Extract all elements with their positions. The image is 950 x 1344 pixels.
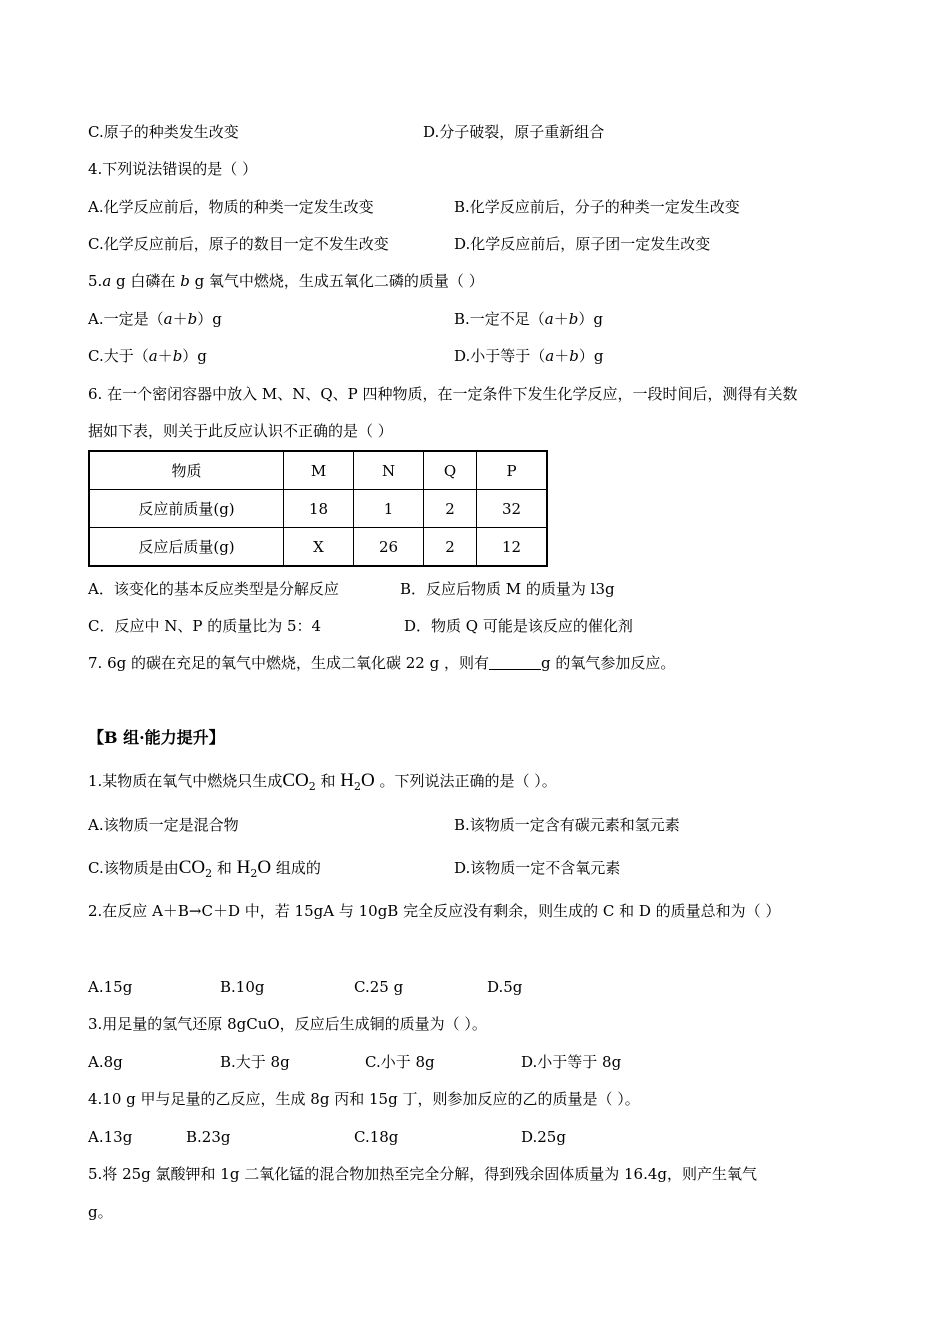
b-q5-stem-line1: 5.将 25g 氯酸钾和 1g 二氧化锰的混合物加热至完全分解，得到残余固体质量为 16.4g，则产生氧气 [88, 1165, 757, 1183]
table-cell: 18 [284, 490, 354, 528]
table-cell: X [284, 528, 354, 567]
b-q4-stem: 4.10 g 甲与足量的乙反应，生成 8g 丙和 15g 丁，则参加反应的乙的质量是（ ）。 [88, 1090, 640, 1108]
table-cell: 26 [354, 528, 424, 567]
table-cell: 反应后质量(g) [89, 528, 284, 567]
b-q3-option-c: C.小于 8g [365, 1053, 435, 1071]
q3-option-d: D.分子破裂，原子重新组合 [423, 123, 605, 141]
q5-option-b: B.一定不足（a＋b）g [454, 310, 603, 328]
table-cell: 12 [477, 528, 548, 567]
q7-stem: 7. 6g 的碳在充足的氧气中燃烧，生成二氧化碳 22 g ，则有 g 的氧气参加反应。 [88, 654, 676, 672]
table-header-cell: Q [424, 451, 477, 490]
q6-data-table [88, 450, 548, 567]
table-cell: 1 [354, 490, 424, 528]
q6-stem-line1: 6. 在一个密闭容器中放入 M、N、Q、P 四种物质，在一定条件下发生化学反应，一段时间后，测得有关数 [88, 385, 798, 403]
table-header-cell: P [477, 451, 548, 490]
q3-option-c: C.原子的种类发生改变 [88, 123, 239, 141]
q5-option-a: A.一定是（a＋b）g [88, 310, 222, 328]
q4-option-c: C.化学反应前后，原子的数目一定不发生改变 [88, 235, 389, 253]
q6-option-d: D．物质 Q 可能是该反应的催化剂 [404, 617, 633, 635]
b-q1-option-b: B.该物质一定含有碳元素和氢元素 [454, 816, 680, 834]
table-row [89, 528, 547, 567]
section-b-heading: 【B 组·能力提升】 [88, 728, 225, 747]
table-header-cell: 物质 [89, 451, 284, 490]
q6-stem-line2: 据如下表，则关于此反应认识不正确的是（ ） [88, 422, 393, 440]
b-q1-option-d: D.该物质一定不含氧元素 [454, 859, 621, 877]
q6-option-b: B．反应后物质 M 的质量为 l3g [400, 580, 615, 598]
q6-option-c: C．反应中 N、P 的质量比为 5：4 [88, 617, 322, 635]
table-header-cell: M [284, 451, 354, 490]
answer-blank[interactable] [489, 655, 541, 670]
table-cell: 2 [424, 528, 477, 567]
b-q3-option-a: A.8g [88, 1053, 123, 1071]
b-q3-option-d: D.小于等于 8g [521, 1053, 622, 1071]
q5-option-d: D.小于等于（a＋b）g [454, 347, 604, 365]
b-q2-option-c: C.25 g [354, 978, 404, 996]
b-q2-option-a: A.15g [88, 978, 133, 996]
b-q1-option-c: C.该物质是由$CO_2$ 和 $H_2O$ 组成的 [88, 857, 321, 880]
q4-option-a: A.化学反应前后，物质的种类一定发生改变 [88, 198, 374, 216]
b-q2-option-d: D.5g [487, 978, 523, 996]
table-cell: 反应前质量(g) [89, 490, 284, 528]
q5-option-c: C.大于（a＋b）g [88, 347, 207, 365]
b-q2-option-b: B.10g [220, 978, 265, 996]
q4-option-d: D.化学反应前后，原子团一定发生改变 [454, 235, 711, 253]
table-cell: 32 [477, 490, 548, 528]
q5-stem: 5.a g 白磷在 b g 氧气中燃烧，生成五氧化二磷的质量（ ） [88, 272, 484, 290]
b-q4-option-c: C.18g [354, 1128, 399, 1146]
q6-option-a: A．该变化的基本反应类型是分解反应 [88, 580, 339, 598]
b-q3-stem: 3.用足量的氢气还原 8gCuO，反应后生成铜的质量为（ ）。 [88, 1015, 487, 1033]
b-q3-option-b: B.大于 8g [220, 1053, 290, 1071]
table-header-row [89, 451, 547, 490]
b-q1-stem: 1.某物质在氧气中燃烧只生成$CO_2$ 和 $H_2O$ 。下列说法正确的是（ ）。 [88, 770, 557, 793]
table-row [89, 490, 547, 528]
table-header-cell: N [354, 451, 424, 490]
b-q1-option-a: A.该物质一定是混合物 [88, 816, 239, 834]
b-q4-option-b: B.23g [186, 1128, 231, 1146]
table-cell: 2 [424, 490, 477, 528]
b-q4-option-a: A.13g [88, 1128, 133, 1146]
b-q4-option-d: D.25g [521, 1128, 566, 1146]
b-q2-stem: 2.在反应 A＋B→C＋D 中，若 15gA 与 10gB 完全反应没有剩余，则生成的 C 和 D 的质量总和为（ ） [88, 902, 781, 920]
q4-stem: 4.下列说法错误的是（ ） [88, 160, 258, 178]
q4-option-b: B.化学反应前后，分子的种类一定发生改变 [454, 198, 740, 216]
b-q5-stem-line2: g。 [88, 1203, 113, 1221]
